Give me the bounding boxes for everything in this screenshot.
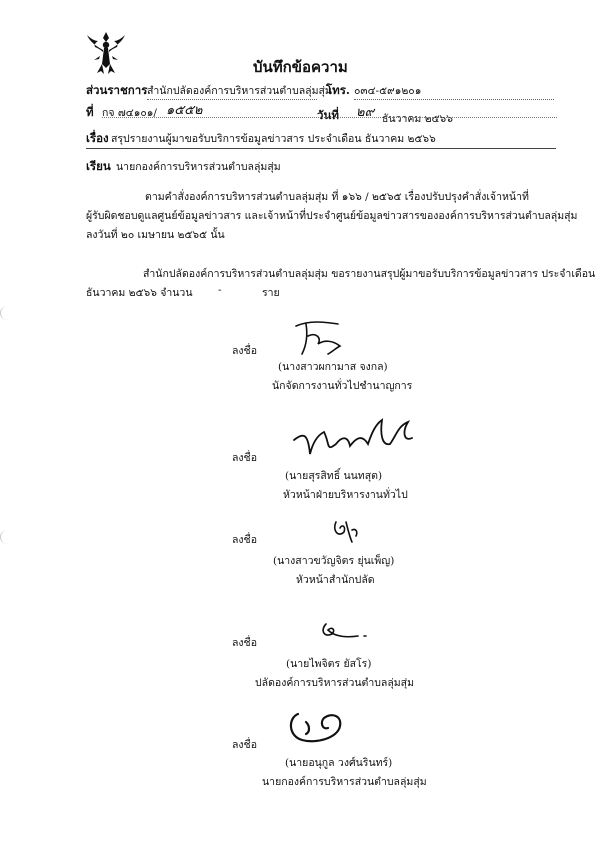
garuda-emblem-icon [86,30,126,76]
signer-position: หัวหน้าฝ่ายบริหารงานทั่วไป [283,489,408,501]
punch-hole-mark [0,530,15,544]
to-value: นายกองค์การบริหารส่วนตำบลลุ่มสุ่ม [116,161,281,173]
body-paragraph-1-line-2: ผู้รับผิดชอบดูแลศูนย์ข้อมูลข่าวสาร และเจ้าหน้าที่ประจำศูนย์ข้อมูลข่าวสารขององค์การบริหารส่วนตำบลลุ่มสุ่ม [86,210,578,222]
signer-position: ปลัดองค์การบริหารส่วนตำบลลุ่มสุ่ม [255,677,415,689]
sign-label: ลงชื่อ [232,534,257,546]
date-label: วันที่ [317,108,339,122]
memo-title: บันทึกข้อความ [253,58,348,76]
body-paragraph-2-line-1: สำนักปลัดองค์การบริหารส่วนตำบลลุ่มสุ่ม ขอรายงานสรุปผู้มาขอรับบริการข้อมูลข่าวสาร ประจำเดือน [143,268,596,280]
signer-name: (นายอนุกูล วงศ์นรินทร์) [285,757,393,769]
signature-3-handwritten [328,518,364,546]
punch-hole-mark [0,306,15,320]
report-count: - [218,284,222,296]
agency-label: ส่วนราชการ [86,83,148,97]
to-label: เรียน [86,159,111,173]
ref-label: ที่ [86,105,94,119]
body-paragraph-1-line-1: ตามคำสั่งองค์การบริหารส่วนตำบลลุ่มสุ่ม ที่ ๑๖๖ / ๒๕๖๕ เรื่องปรับปรุงคำสั่งเจ้าหน้าที่ [145,191,529,203]
signer-name: (นายไพจิตร ยัสโร) [286,658,372,670]
subject-value: สรุปรายงานผู้มาขอรับบริการข้อมูลข่าวสาร ประจำเดือน ธันวาคม ๒๕๖๖ [111,133,436,145]
sign-label: ลงชื่อ [232,739,257,751]
date-day-handwritten: ๒๙ [356,105,375,120]
signer-name: (นางสาวผกามาส จงกล) [278,361,388,373]
body-paragraph-2-line-2: ธันวาคม ๒๕๖๖ จำนวน [86,287,193,299]
signature-5-handwritten [284,706,348,746]
header-rule [86,148,556,149]
agency-value: สำนักปลัดองค์การบริหารส่วนตำบลลุ่มสุ่ม [147,82,317,100]
signature-1-handwritten [290,316,360,360]
signer-name: (นายสุรสิทธิ์ นนทสุต) [285,470,383,482]
report-unit: ราย [262,287,280,299]
signer-position: นายกองค์การบริหารส่วนตำบลลุ่มสุ่ม [262,776,427,788]
sign-label: ลงชื่อ [232,452,257,464]
date-month-year: ธันวาคม ๒๕๖๖ [382,113,453,125]
sign-label: ลงชื่อ [232,345,257,357]
ref-number-handwritten: ๑๕๕๒ [166,103,203,118]
signer-position: หัวหน้าสำนักปลัด [296,574,375,586]
ref-dotted-line [102,117,557,118]
ref-number-printed: กจ ๗๔๑๐๑/ [102,107,157,119]
subject-label: เรื่อง [86,131,109,145]
sign-label: ลงชื่อ [232,637,257,649]
phone-label: โทร. [326,83,350,97]
body-paragraph-1-line-3: ลงวันที่ ๒๐ เมษายน ๒๕๖๕ นั้น [86,229,225,241]
signature-2-handwritten [290,414,420,460]
signature-4-handwritten [318,618,370,642]
phone-value: ๐๓๔-๕๙๑๒๐๑ [354,82,554,100]
signer-position: นักจัดการงานทั่วไปชำนาญการ [272,380,413,392]
signer-name: (นางสาวขวัญจิตร ยุ่นเพ็ญ) [273,555,395,567]
